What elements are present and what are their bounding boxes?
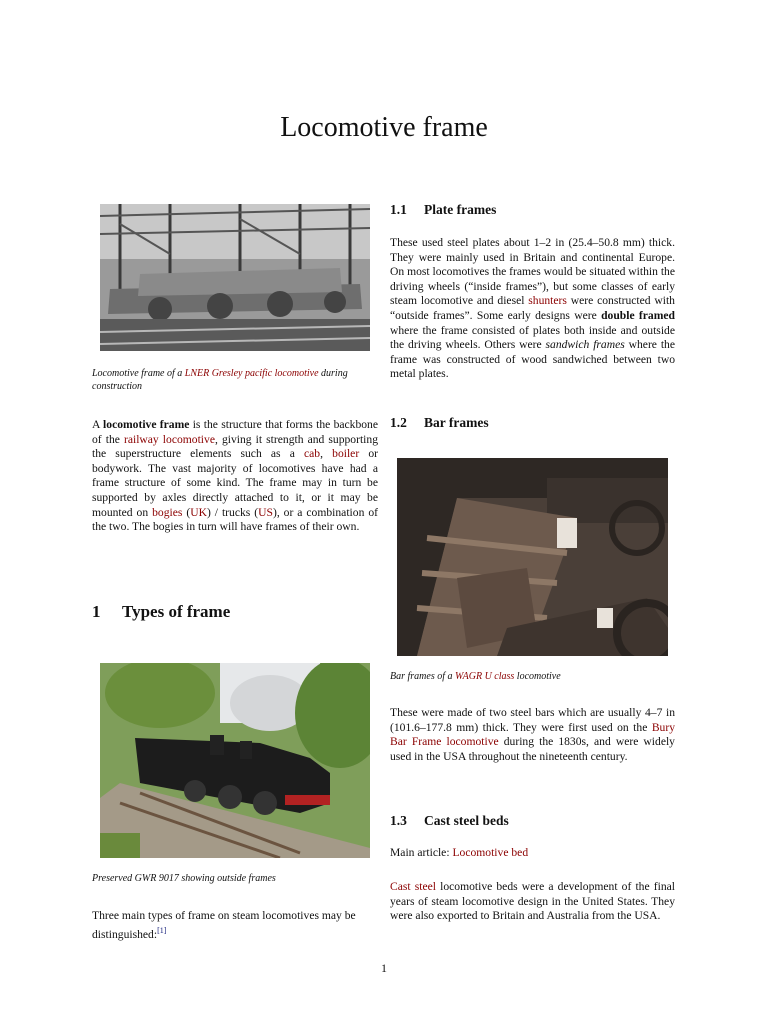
section-cast-steel-beds-heading: 1.3 Cast steel beds bbox=[390, 813, 509, 828]
us-link[interactable]: US bbox=[258, 505, 273, 519]
figure3-caption: Bar frames of a WAGR U class locomotive bbox=[390, 671, 561, 682]
lner-frame-photo bbox=[100, 204, 370, 351]
railway-locomotive-link[interactable]: railway locomotive bbox=[123, 432, 215, 446]
section-plate-frames-heading: 1.1 Plate frames bbox=[390, 202, 497, 217]
cab-link[interactable]: cab bbox=[304, 447, 321, 461]
shunters-link[interactable]: shunters bbox=[528, 294, 567, 308]
cast-steel-link[interactable]: Cast steel bbox=[390, 880, 436, 893]
cast-steel-paragraph: Cast steel locomotive beds were a development of the final years of steam locomotive design in the United States. They were also exported to Britain and Australia from the USA. bbox=[390, 880, 675, 923]
page-title: Locomotive frame bbox=[280, 112, 488, 143]
figure1-caption: Locomotive frame of a LNER Gresley pacific locomotive during construction bbox=[92, 368, 348, 392]
uk-link[interactable]: UK bbox=[190, 505, 207, 519]
bar-frames-paragraph: These were made of two steel bars which are usually 4–7 in (101.6–177.8 mm) thick. They were first used on the Bury Bar Frame locomotive during the 1830s, and were widely used in the USA throughout the nineteenth century. bbox=[390, 706, 675, 763]
locomotive-bed-link[interactable]: Locomotive bed bbox=[452, 846, 529, 859]
wagr-u-class-link[interactable]: WAGR U class bbox=[455, 671, 515, 682]
lner-gresley-link[interactable]: LNER Gresley pacific locomotive bbox=[184, 368, 319, 379]
figure2-caption: Preserved GWR 9017 showing outside frames bbox=[92, 873, 276, 884]
bury-bar-frame-link[interactable]: Bury Bar Frame locomotive bbox=[390, 720, 675, 749]
types-paragraph: Three main types of frame on steam locomotives may be distinguished:[1] bbox=[92, 909, 356, 941]
page-number: 1 bbox=[381, 961, 387, 975]
reference-1-link[interactable]: [1] bbox=[157, 925, 167, 935]
gwr-9017-photo bbox=[100, 663, 370, 858]
wagr-bar-frames-photo bbox=[397, 458, 668, 656]
section-types-of-frame-heading: 1 Types of frame bbox=[92, 602, 231, 621]
bogies-link[interactable]: bogies bbox=[152, 505, 183, 519]
intro-paragraph: A locomotive frame is the structure that forms the backbone of the railway locomotive, giving it strength and supporting the superstructure elements such as a cab, boiler or bodywork. The vast majority of locomotives have had a frame structure of some kind. The frame may in turn be supported by axles directly attached to it, or it may be mounted on bogies (UK) / trucks (US), or a combination of the two. The bogies in turn will have frames of their own. bbox=[92, 418, 378, 534]
plate-frames-paragraph: These used steel plates about 1–2 in (25.4–50.8 mm) thick. They were mainly used in Britain and continental Europe. On most locomotives the frames would be situated within the driving wheels (“inside frames”), but some classes of early steam locomotive and diesel shunters were constructed with “outside frames”. Some early designs were double framed where the frame consisted of plates both inside and outside the driving wheels. Others were sandwich frames where the frame was constructed of wood sandwiched between two metal plates. bbox=[390, 236, 675, 381]
section-bar-frames-heading: 1.2 Bar frames bbox=[390, 415, 489, 430]
boiler-link[interactable]: boiler bbox=[332, 447, 360, 461]
main-article-note: Main article: Locomotive bed bbox=[390, 846, 529, 859]
